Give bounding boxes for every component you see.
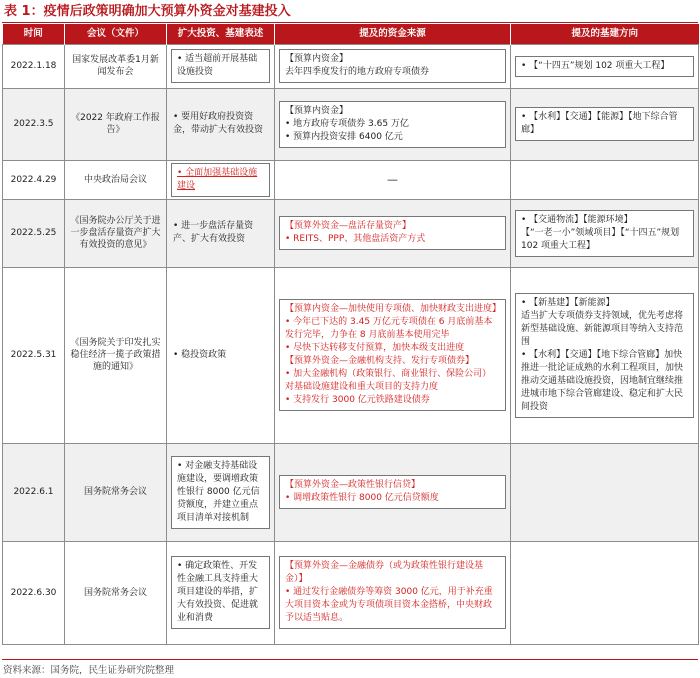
row-meeting: 中央政治局会议 (65, 160, 167, 199)
table-row (3, 44, 699, 88)
row-direction: • 【新基建】【新能源】 适当扩大专项债券支持领域，优先考虑将新型基础设施、新能源项目等纳入支持范围 • 【水利】【交通】【地下综合管廊】加快推进一批论证成熟的水利工程项目，加快推动交通基础设施投资，因地制宜继续推进城市地下综合管廊建设、稳定和扩大民间投资 (511, 267, 699, 443)
policy-table (2, 24, 699, 645)
row-date: 2022.4.29 (3, 160, 65, 199)
row-funding: 【预算外资金—盘活存量资产】 • REITS、PPP、其他盘活资产方式 (275, 199, 511, 267)
row-direction (511, 443, 699, 541)
row-funding: — (275, 160, 511, 199)
row-statement: • 确定政策性、开发性金融工具支持重大项目建设的举措，扩大有效投资、促进就业和消费 (167, 541, 275, 644)
header-date: 时间 (3, 24, 65, 44)
row-statement: • 进一步盘活存量资产、扩大有效投资 (167, 199, 275, 267)
row-funding: 【预算外资金—金融债券（或为政策性银行建设基金）】 • 通过发行金融债券等筹资 3000 亿元，用于补充重大项目资本金或为专项债项目资本金搭桥，中央财政予以适当贴息。 (275, 541, 511, 644)
source-rule (2, 659, 698, 660)
table-row (3, 199, 699, 267)
source-note: 资料来源：国务院，民生证券研究院整理 (3, 665, 175, 676)
row-statement: • 全面加强基础设施建设 (167, 160, 275, 199)
table-header-row (3, 24, 699, 44)
table-row (3, 160, 699, 199)
row-statement: • 稳投资政策 (167, 267, 275, 443)
row-direction: • 【水利】【交通】【能源】【地下综合管廊】 (511, 88, 699, 160)
row-direction: • 【交通物流】【能源环境】 【“一老一小”领域项目】【“十四五”规划 102 项重大工程】 (511, 199, 699, 267)
table-title: 表 1：疫情后政策明确加大预算外资金对基建投入 (4, 4, 291, 19)
row-direction (511, 541, 699, 644)
row-funding: 【预算内资金】 去年四季度发行的地方政府专项债券 (275, 44, 511, 88)
row-statement: • 对金融支持基础设施建设，要调增政策性银行 8000 亿元信贷额度，并建立重点项目清单对接机制 (167, 443, 275, 541)
header-direction: 提及的基建方向 (511, 24, 699, 44)
row-direction (511, 160, 699, 199)
row-meeting: 《国务院办公厅关于进一步盘活存量资产扩大有效投资的意见》 (65, 199, 167, 267)
row-meeting: 国家发展改革委1月新闻发布会 (65, 44, 167, 88)
row-meeting: 国务院常务会议 (65, 443, 167, 541)
row-funding: 【预算外资金—政策性银行信贷】 • 调增政策性银行 8000 亿元信贷额度 (275, 443, 511, 541)
table-row (3, 541, 699, 644)
table-row (3, 267, 699, 443)
row-statement: • 适当超前开展基础设施投资 (167, 44, 275, 88)
row-date: 2022.6.30 (3, 541, 65, 644)
table-row (3, 88, 699, 160)
header-statement: 扩大投资、基建表述 (167, 24, 275, 44)
title-rule (2, 22, 698, 23)
row-date: 2022.6.1 (3, 443, 65, 541)
row-funding: 【预算内资金—加快使用专项债、加快财政支出进度】 • 今年已下达的 3.45 万亿元专项债在 6 月底前基本发行完毕，力争在 8 月底前基本使用完毕 • 尽快下达转移支付预算，加快本级支出进度 【预算外资金—金融机构支持、发行专项债券】 • 加大金融机构（政策银行、商业银行、保险公司）对基础设施建设和重大项目的支持力度 • 支持发行 3000 亿元铁路建设债券 (275, 267, 511, 443)
row-date: 2022.5.31 (3, 267, 65, 443)
row-meeting: 《国务院关于印发扎实稳住经济一揽子政策措施的通知》 (65, 267, 167, 443)
row-meeting: 国务院常务会议 (65, 541, 167, 644)
header-meeting: 会议（文件） (65, 24, 167, 44)
row-date: 2022.3.5 (3, 88, 65, 160)
row-statement: • 要用好政府投资资金，带动扩大有效投资 (167, 88, 275, 160)
row-date: 2022.5.25 (3, 199, 65, 267)
row-meeting: 《2022 年政府工作报告》 (65, 88, 167, 160)
table-row (3, 443, 699, 541)
row-direction: • 【“十四五”规划 102 项重大工程】 (511, 44, 699, 88)
row-date: 2022.1.18 (3, 44, 65, 88)
row-funding: 【预算内资金】 • 地方政府专项债券 3.65 万亿 • 预算内投资安排 6400 亿元 (275, 88, 511, 160)
header-funding: 提及的资金来源 (275, 24, 511, 44)
